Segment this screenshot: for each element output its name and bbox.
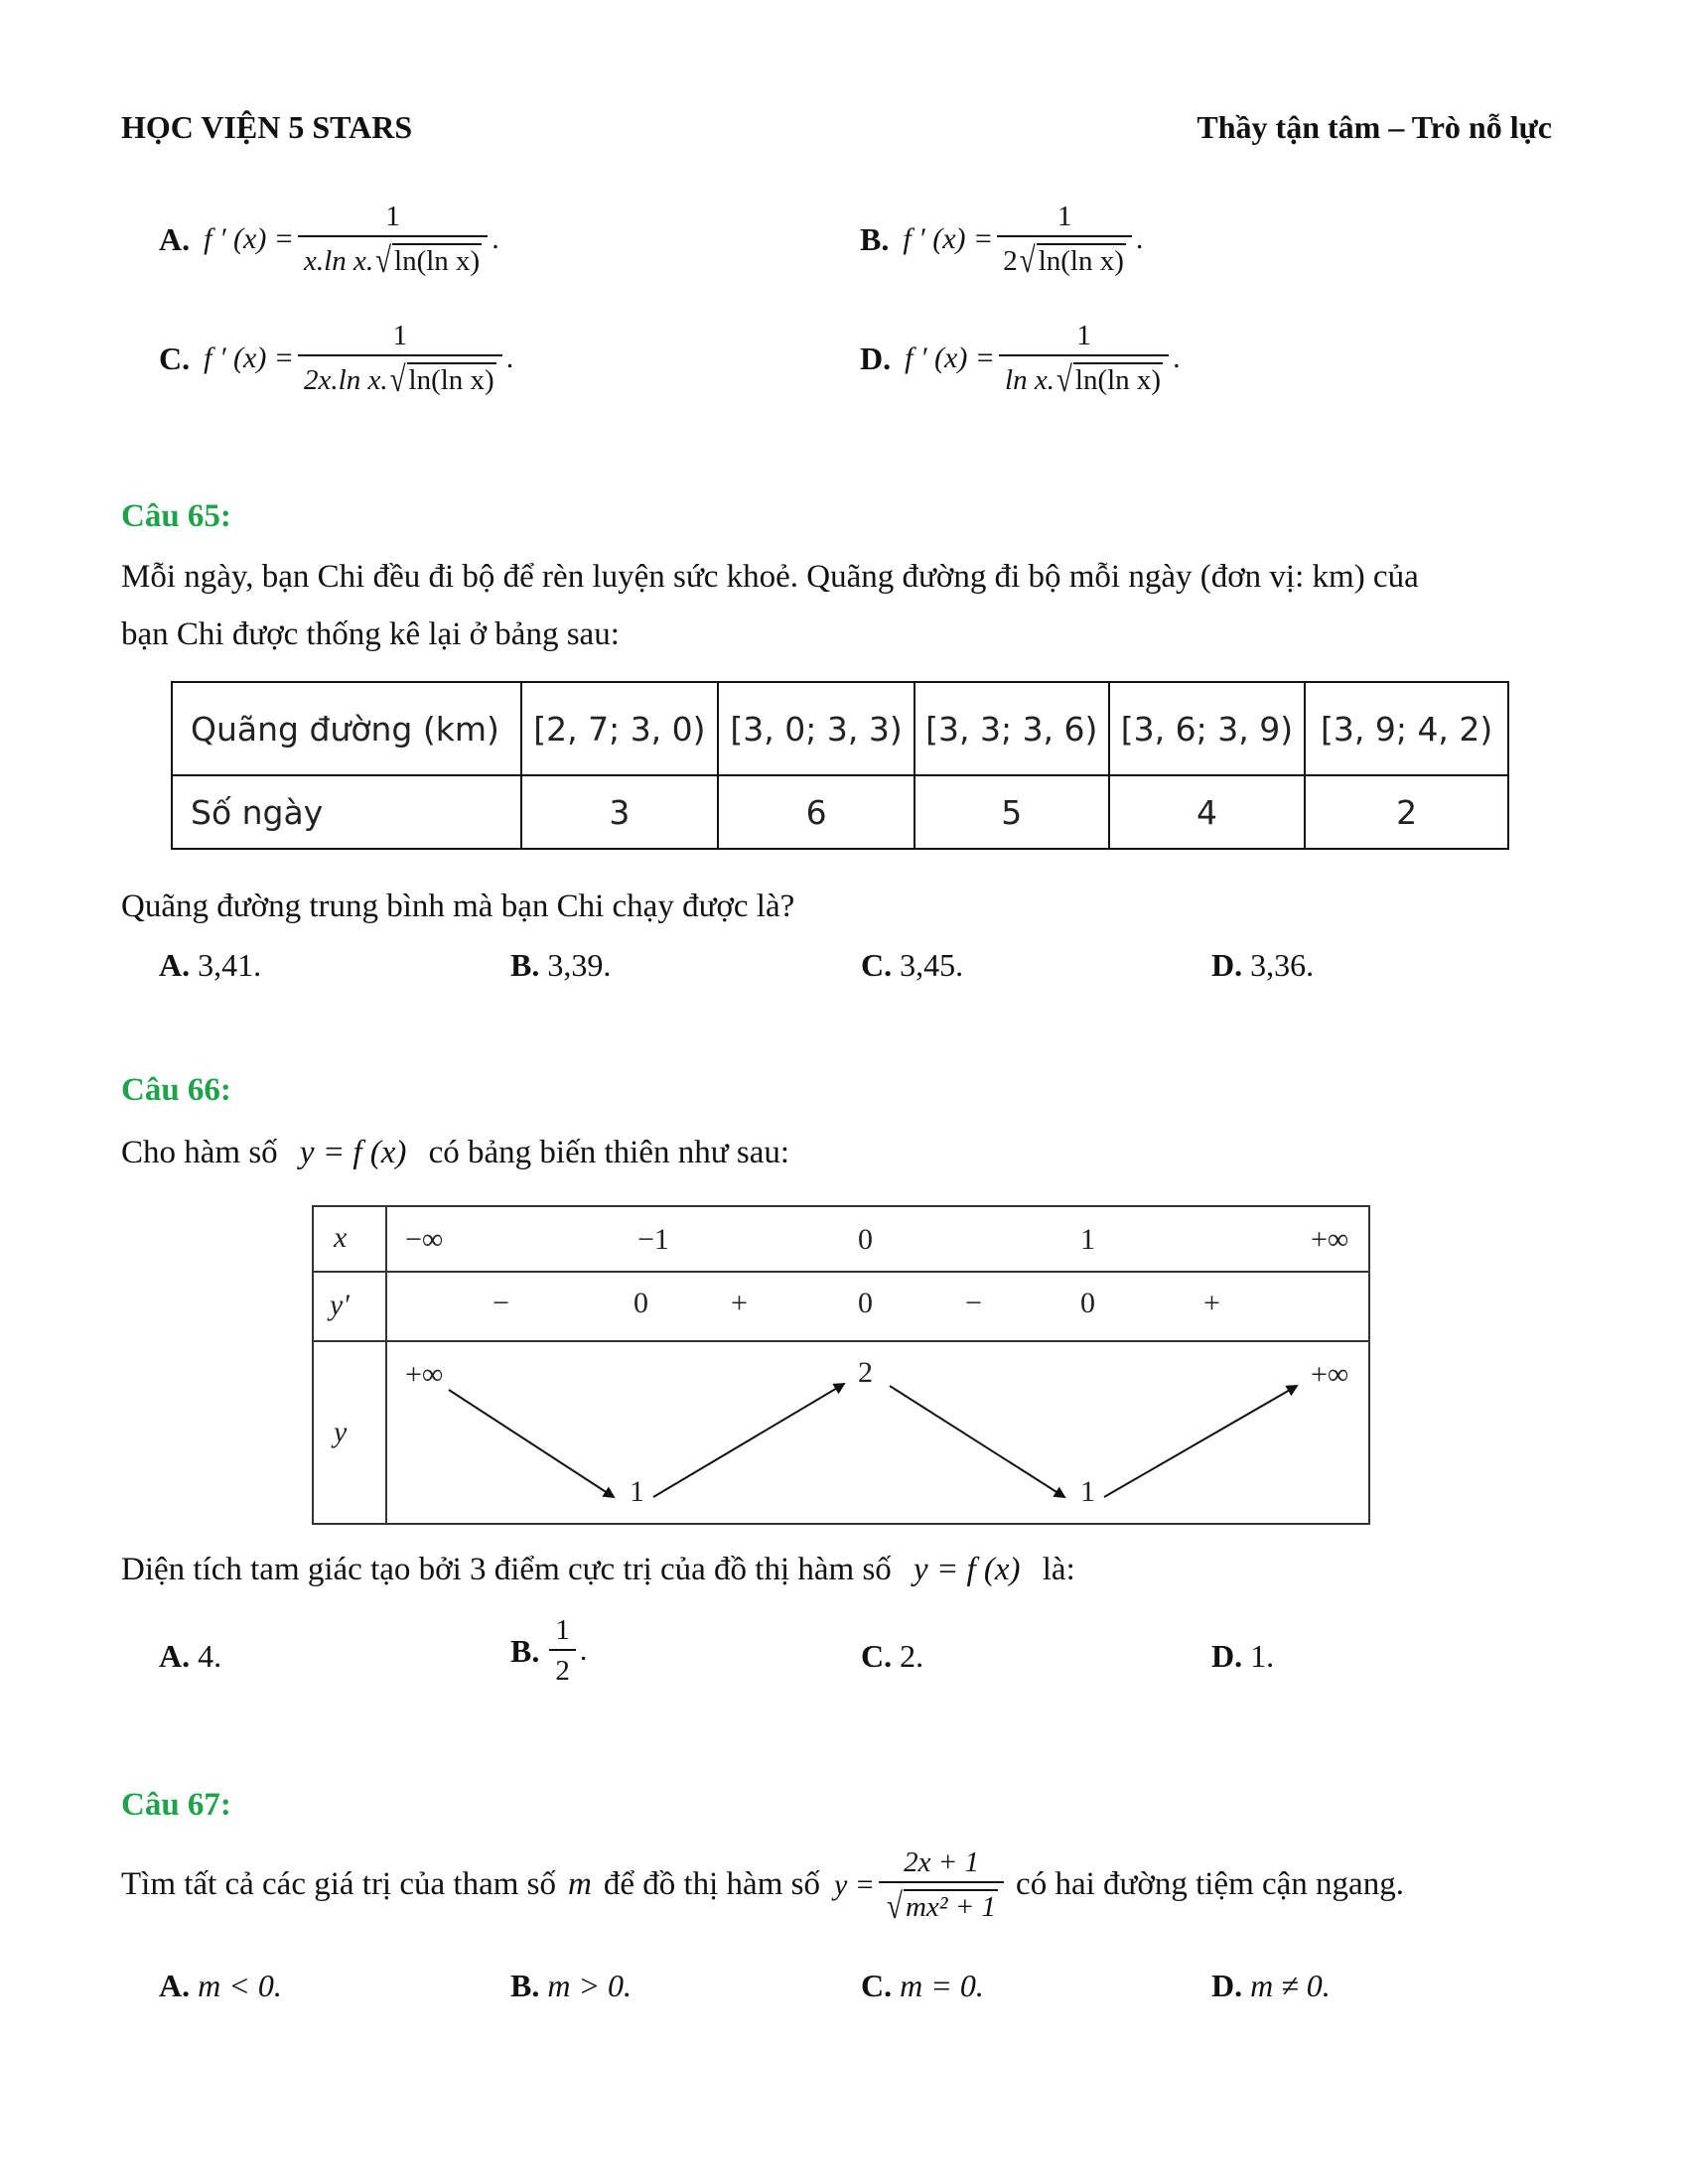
vt-sign: − [492,1287,509,1319]
q66-answer-c[interactable]: C. 2. [861,1638,924,1674]
distance-table [171,681,1509,850]
sqrt-term: ln(ln x) [394,245,481,277]
table-cell: [3, 3; 3, 6) [914,682,1109,775]
q65-text-line2: bạn Chi được thống kê lại ở bảng sau: [121,616,620,652]
q66-question: Diện tích tam giác tạo bởi 3 điểm cực trị của đồ thị hàm số y = f (x) là: [121,1552,1075,1587]
q67-answer-d[interactable]: D. m ≠ 0. [1211,1968,1331,2003]
question-title-67: Câu 67: [121,1787,231,1823]
arrow-down [890,1386,1064,1497]
arrow-up [653,1384,844,1497]
numerator: 1 [392,320,408,351]
option-label: C. [159,340,191,376]
sqrt-term: mx² + 1 [905,1891,997,1923]
vt-y-value: 2 [858,1356,873,1389]
vt-x-value: 1 [1080,1223,1095,1256]
numerator: 1 [385,201,400,232]
q67-answer-c[interactable]: C. m = 0. [861,1968,984,2003]
vt-x-value: +∞ [1311,1223,1349,1256]
fraction: $\frac{1}{2}$ [549,1616,576,1686]
arrow-up [1104,1386,1297,1497]
denominator: 2√ ln(ln x) [997,235,1132,276]
table-cell: 4 [1109,775,1306,849]
sqrt-term: ln(ln x) [408,364,494,396]
header-left: HỌC VIỆN 5 STARS [121,109,413,145]
derivative-lhs: f ′ (x) = [905,341,996,374]
q67-answer-b[interactable]: B. m > 0. [510,1968,633,2003]
denominator: ln x.√ ln(ln x) [999,354,1169,395]
vt-y-value: +∞ [1311,1358,1349,1391]
arrow-down [449,1390,614,1497]
table-cell: [3, 6; 3, 9) [1109,682,1306,775]
option-label: B. [860,220,890,257]
table-cell: 3 [521,775,719,849]
table-header-days: Số ngày [172,775,521,849]
q65-question: Quãng đường trung bình mà bạn Chi chạy được là? [121,888,795,924]
vt-sign: 0 [633,1287,648,1319]
vt-y-value: 1 [1080,1475,1095,1508]
prev-option-c: C. f ′ (x) = $\frac{1}{\text{2x.ln x.√ ln(ln x)}}$ . [159,320,514,400]
q67-text: Tìm tất cả các giá trị của tham số m để đồ thị hàm số y = $\frac{2x + 1}{\text{√ mx² + 1}}$ có hai đường tiệm cận ngang. [121,1846,1404,1927]
question-title-66: Câu 66: [121,1072,231,1108]
fraction [298,320,502,400]
q65-answer-a[interactable]: A. 3,41. [159,947,262,983]
denominator: √ mx² + 1 [879,1881,1004,1922]
q67-answer-a[interactable]: A. m < 0. [159,1968,282,2003]
vt-yprime-label: y′ [330,1289,350,1321]
q65-text-line1: Mỗi ngày, bạn Chi đều đi bộ để rèn luyện sức khoẻ. Quãng đường đi bộ mỗi ngày (đơn vị: km) của [121,559,1419,595]
fraction [298,201,488,281]
sqrt-term: ln(ln x) [1074,364,1162,396]
denominator: x.ln x.√ ln(ln x) [298,235,488,276]
table-cell: [3, 0; 3, 3) [718,682,914,775]
table-row [172,682,1508,775]
option-label: A. [159,220,191,257]
derivative-lhs: f ′ (x) = [204,341,295,374]
sqrt-term: ln(ln x) [1038,245,1124,277]
fraction [997,201,1132,281]
table-row [172,775,1508,849]
numerator: 1 [1076,320,1091,351]
numerator: 2x + 1 [904,1846,980,1878]
option-label: D. [860,340,892,376]
numerator: 1 [1056,201,1072,232]
vt-x-value: −1 [637,1223,669,1256]
vt-y-value: 1 [630,1475,644,1508]
q66-answer-a[interactable]: A. 4. [159,1638,222,1674]
table-cell: [2, 7; 3, 0) [521,682,719,775]
question-title-65: Câu 65: [121,498,231,534]
vt-sign: 0 [1080,1287,1095,1319]
variation-arrows [314,1207,1368,1523]
vt-sign: − [965,1287,982,1319]
q66-intro: Cho hàm số y = f (x) có bảng biến thiên như sau: [121,1135,790,1170]
table-cell: 5 [914,775,1109,849]
derivative-lhs: f ′ (x) = [204,222,295,255]
vt-y-label: y [334,1416,348,1448]
table-header-distance: Quãng đường (km) [172,682,521,775]
prev-option-d: D. f ′ (x) = $\frac{1}{\text{ln x.√ ln(ln x)}}$ . [860,320,1181,400]
vt-sign: + [1203,1287,1220,1319]
vt-y-value: +∞ [405,1358,444,1391]
vt-x-value: −∞ [405,1223,444,1256]
function-lhs: y = [833,1868,876,1901]
vt-x-value: 0 [858,1223,873,1256]
q66-answer-b[interactable]: B. $\frac{1}{2}$ . [510,1614,588,1687]
function-expression: y = f (x) [299,1135,407,1170]
q65-answer-d[interactable]: D. 3,36. [1211,947,1315,983]
derivative-lhs: f ′ (x) = [903,222,994,255]
table-cell: 6 [718,775,914,849]
denominator: 2x.ln x.√ ln(ln x) [298,354,502,395]
q65-answer-c[interactable]: C. 3,45. [861,947,964,983]
vt-x-label: x [334,1221,348,1254]
q65-answer-b[interactable]: B. 3,39. [510,947,612,983]
vt-sign: 0 [858,1287,873,1319]
prev-option-a: A. f ′ (x) = $\frac{1}{\text{x.ln x.√ ln(ln x)}}$ . [159,201,499,281]
table-cell: 2 [1305,775,1508,849]
variation-table [312,1205,1370,1525]
prev-option-b: B. f ′ (x) = $\frac{1}{\text{2√ ln(ln x)}}$ . [860,201,1144,281]
fraction [879,1846,1004,1927]
table-cell: [3, 9; 4, 2) [1305,682,1508,775]
vt-sign: + [731,1287,748,1319]
param-m: m [567,1866,592,1903]
function-expression: y = f (x) [914,1552,1021,1587]
q66-answer-d[interactable]: D. 1. [1211,1638,1275,1674]
header-right: Thầy tận tâm – Trò nỗ lực [1196,109,1552,145]
